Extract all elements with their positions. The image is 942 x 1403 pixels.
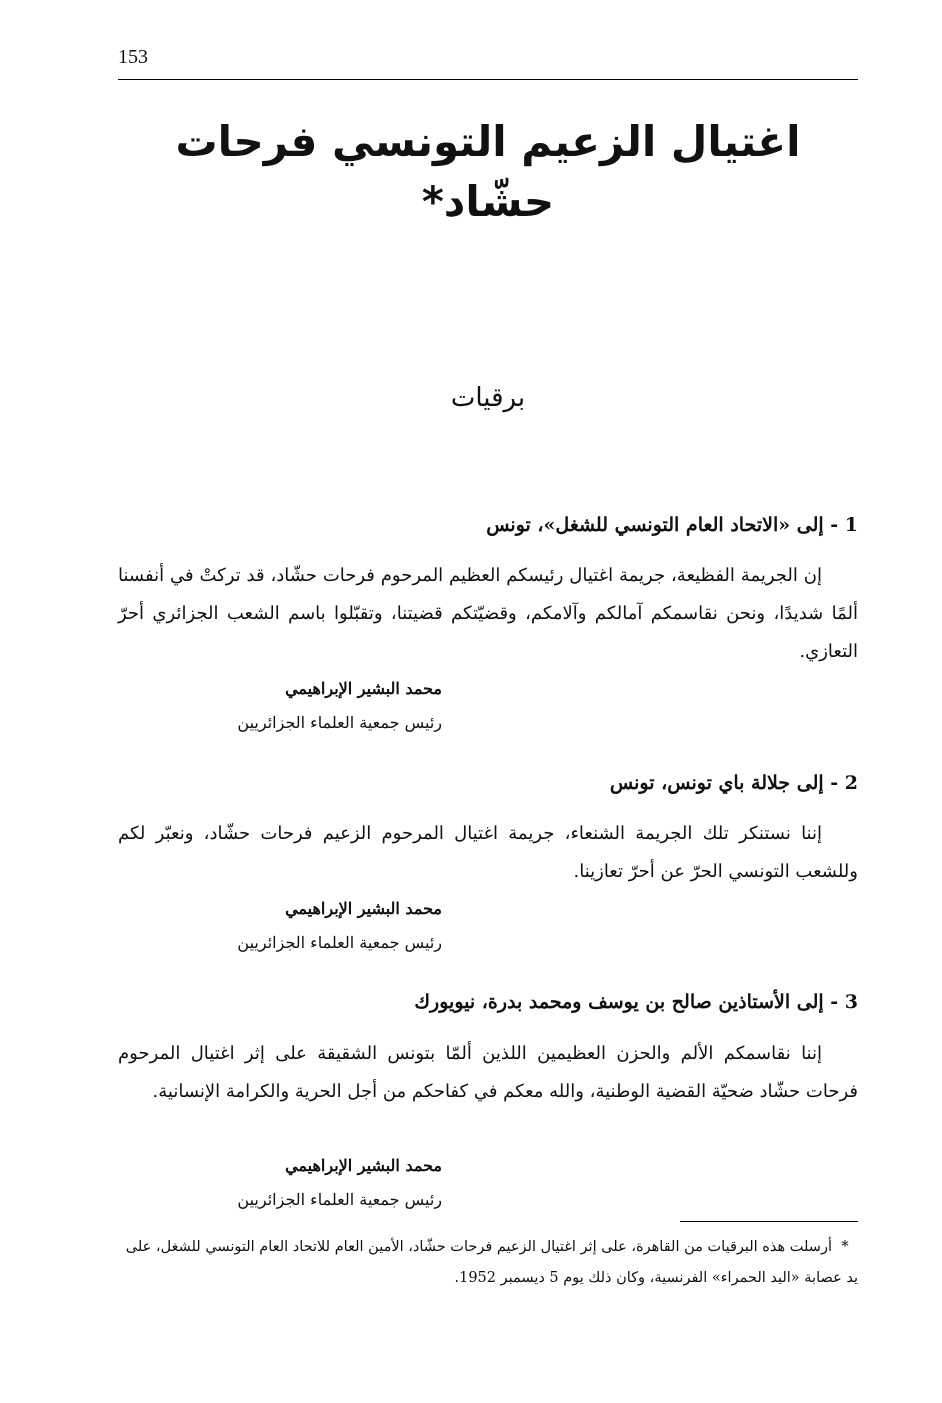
telegram-2-text: إننا نستنكر تلك الجريمة الشنعاء، جريمة اغتيال المرحوم الزعيم فرحات حشّاد، ونعبّر لكم وللشعب التونسي الحرّ عن أحرّ تعازينا. xyxy=(118,823,858,882)
telegram-1-body xyxy=(118,557,858,671)
telegram-3-heading: 3 - إلى الأستاذين صالح بن يوسف ومحمد بدرة، نيويورك xyxy=(414,991,858,1013)
telegram-1-signature-title: رئيس جمعية العلماء الجزائريين xyxy=(237,713,442,732)
footnote-marker: * xyxy=(841,1239,849,1255)
section-subtitle: برقيات xyxy=(450,383,526,413)
telegram-2-signature-name: محمد البشير الإبراهيمي xyxy=(285,899,442,918)
footnote-text: أرسلت هذه البرقيات من القاهرة، على إثر اغتيال الزعيم فرحات حشّاد، الأمين العام للاتحاد العام التونسي للشغل، على يد عصابة «اليد الحمراء» الفرنسية، وكان ذلك يوم 5 ديسمبر 1952. xyxy=(125,1239,858,1286)
page-number: 153 xyxy=(118,46,148,68)
telegram-3-signature-name: محمد البشير الإبراهيمي xyxy=(285,1156,442,1175)
telegram-1-heading: 1 - إلى «الاتحاد العام التونسي للشغل»، تونس xyxy=(486,514,858,536)
footnote xyxy=(118,1232,858,1294)
footnote-rule xyxy=(680,1221,858,1222)
telegram-2-heading: 2 - إلى جلالة باي تونس، تونس xyxy=(609,772,858,794)
telegram-3-text: إننا نقاسمكم الألم والحزن العظيمين اللذين ألمّا بتونس الشقيقة على إثر اغتيال المرحوم فرحات حشّاد ضحيّة القضية الوطنية، والله معكم في كفاحكم من أجل الحرية والكرامة الإنسانية. xyxy=(118,1043,858,1102)
telegram-2-body xyxy=(118,815,858,891)
telegram-1-text: إن الجريمة الفظيعة، جريمة اغتيال رئيسكم العظيم المرحوم فرحات حشّاد، قد تركتْ في أنفسنا ألمًا شديدًا، ونحن نقاسمكم آمالكم وآلامكم، وقضيّتكم قضيتنا، وتقبّلوا باسم الشعب الجزائري أحرّ التعازي. xyxy=(118,565,858,662)
telegram-3-signature-title: رئيس جمعية العلماء الجزائريين xyxy=(237,1190,442,1209)
page-title: اغتيال الزعيم التونسي فرحات حشّاد* xyxy=(175,117,801,226)
telegram-1-signature-name: محمد البشير الإبراهيمي xyxy=(285,679,442,698)
telegram-3-body xyxy=(118,1035,858,1111)
header-rule xyxy=(118,79,858,80)
telegram-2-signature-title: رئيس جمعية العلماء الجزائريين xyxy=(237,933,442,952)
